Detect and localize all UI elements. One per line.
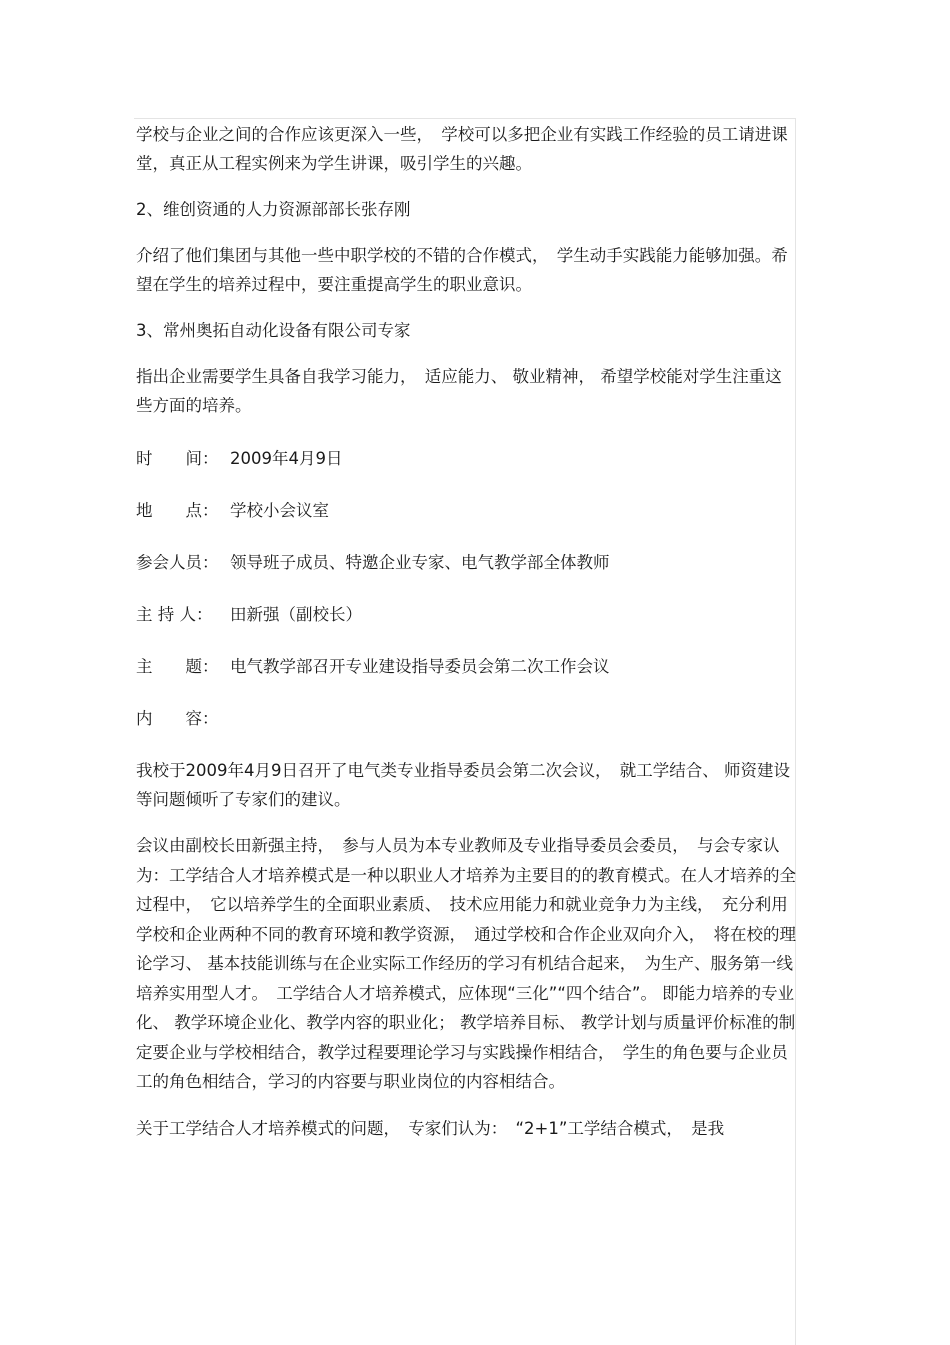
paragraph-expert-opinion: 会议由副校长田新强主持， 参与人员为本专业教师及专业指导委员会委员， 与会专家认为：工学结合人才培养模式是一种以职业人才培养为主要目的的教育模式。在人才培养的全过程中， 它以培养学生的全面职业素质、 技术应用能力和就业竞争力为主线， 充分利用学校和企业两种不同的教育环境和教学资源， 通过学校和合作企业双向介入， 将在校的理论学习、 基本技能训练与在企业实际工作经历的学习有机结合起来， 为生产、服务第一线培养实用型人才。 工学结合人才培养模式，应体现“三化”“四个结合”。 即能力培养的专业化、 教学环境企业化、教学内容的职业化； 教学培养目标、 教学计划与质量评价标准的制定要企业与学校相结合，教学过程要理论学习与实践操作相结合， 学生的角色要与企业员工的角色相结合，学习的内容要与职业岗位的内容相结合。 xyxy=(136,836,796,1091)
field-value: 2009年4月9日 xyxy=(230,449,343,468)
field-label: 时 间： xyxy=(136,449,219,468)
paragraph-cooperation-mode: 介绍了他们集团与其他一些中职学校的不错的合作模式， 学生动手实践能力能够加强。希望在学生的培养过程中，要注重提高学生的职业意识。 xyxy=(136,246,788,294)
field-value: 电气教学部召开专业建设指导委员会第二次工作会议 xyxy=(230,657,610,676)
paragraph-meeting-summary: 我校于2009年4月9日召开了电气类专业指导委员会第二次会议， 就工学结合、 师资建设等问题倾听了专家们的建议。 xyxy=(136,761,790,809)
heading-item-2: 2、维创资通的人力资源部部长张存刚 xyxy=(136,200,411,219)
field-value xyxy=(230,704,796,733)
heading-item-3: 3、常州奥拓自动化设备有限公司专家 xyxy=(136,321,411,340)
field-topic xyxy=(136,652,796,681)
field-attendees xyxy=(136,548,796,577)
field-time xyxy=(136,444,796,473)
paragraph-school-enterprise: 学校与企业之间的合作应该更深入一些， 学校可以多把企业有实践工作经验的员工请进课堂，真正从工程实例来为学生讲课，吸引学生的兴趣。 xyxy=(136,125,788,173)
field-value: 领导班子成员、特邀企业专家、电气教学部全体教师 xyxy=(230,553,610,572)
paragraph-model-discussion: 关于工学结合人才培养模式的问题， 专家们认为： “2+1”工学结合模式， 是我 xyxy=(136,1118,725,1138)
field-label: 地 点： xyxy=(136,501,219,520)
field-label: 参会人员： xyxy=(136,553,219,572)
field-location xyxy=(136,496,796,525)
field-label: 主 持 人： xyxy=(136,605,213,624)
field-label: 内 容： xyxy=(136,709,219,728)
document-body xyxy=(136,120,796,1160)
field-host xyxy=(136,600,796,629)
field-content xyxy=(136,704,796,733)
paragraph-enterprise-needs: 指出企业需要学生具备自我学习能力， 适应能力、 敬业精神， 希望学校能对学生注重这些方面的培养。 xyxy=(136,367,782,415)
field-label: 主 题： xyxy=(136,657,219,676)
field-value: 学校小会议室 xyxy=(230,501,329,520)
field-value: 田新强（副校长） xyxy=(230,605,362,624)
